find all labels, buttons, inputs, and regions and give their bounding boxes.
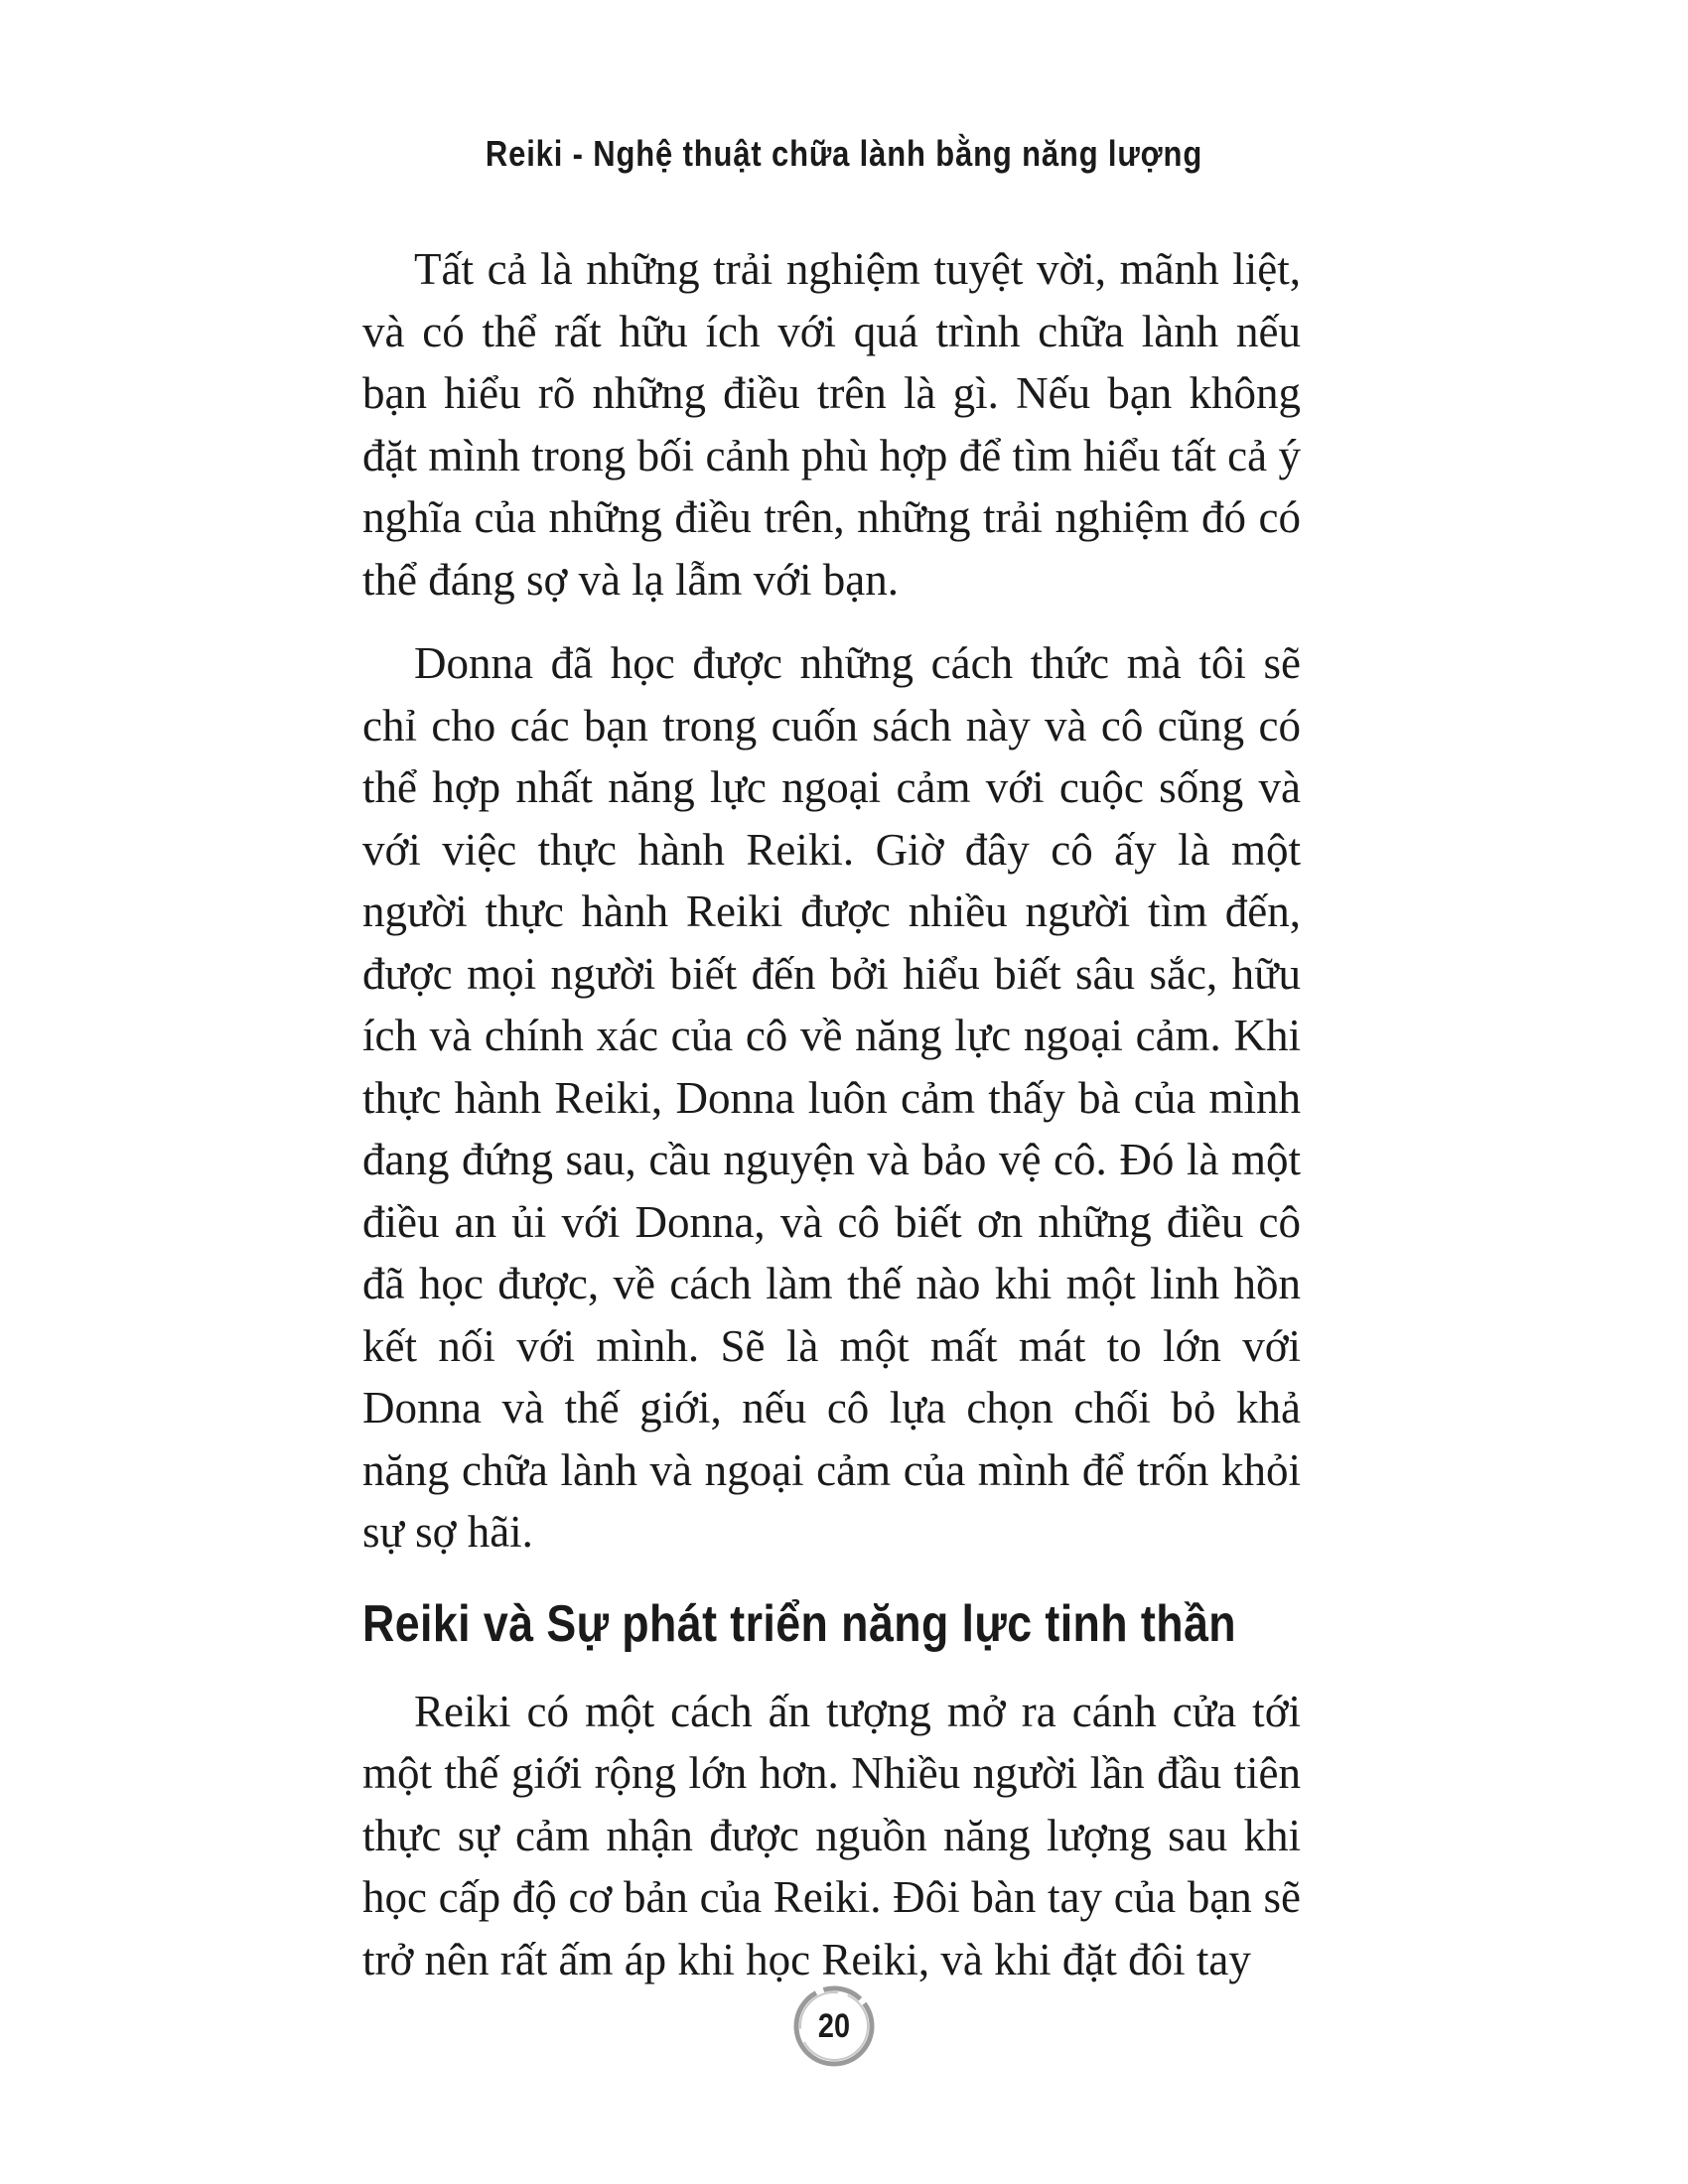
section-heading: Reiki và Sự phát triển năng lực tinh thần — [362, 1594, 1237, 1653]
running-header: Reiki - Nghệ thuật chữa lành bằng năng lượng — [485, 133, 1203, 174]
body-paragraph-1: Tất cả là những trải nghiệm tuyệt vời, mãnh liệt, và có thể rất hữu ích với quá trình chữa lành nếu bạn hiểu rõ những điều trên là gì. Nếu bạn không đặt mình trong bối cảnh phù hợp để tìm hiểu tất cả ý nghĩa của những điều trên, những trải nghiệm đó có thể đáng sợ và lạ lẫm với bạn. — [362, 244, 1301, 605]
page-number: 20 — [817, 2007, 851, 2045]
body-paragraph-3: Reiki có một cách ấn tượng mở ra cánh cửa tới một thế giới rộng lớn hơn. Nhiều người lần đầu tiên thực sự cảm nhận được nguồn năng lượng sau khi học cấp độ cơ bản của Reiki. Đôi bàn tay của bạn sẽ trở nên rất ấm áp khi học Reiki, và khi đặt đôi tay — [362, 1686, 1301, 1984]
page-body — [362, 238, 1301, 1990]
page-number-badge — [790, 1982, 878, 2070]
body-paragraph-2: Donna đã học được những cách thức mà tôi sẽ chỉ cho các bạn trong cuốn sách này và cô cũng có thể hợp nhất năng lực ngoại cảm với cuộc sống và với việc thực hành Reiki. Giờ đây cô ấy là một người thực hành Reiki được nhiều người tìm đến, được mọi người biết đến bởi hiểu biết sâu sắc, hữu ích và chính xác của cô về năng lực ngoại cảm. Khi thực hành Reiki, Donna luôn cảm thấy bà của mình đang đứng sau, cầu nguyện và bảo vệ cô. Đó là một điều an ủi với Donna, và cô biết ơn những điều cô đã học được, về cách làm thế nào khi một linh hồn kết nối với mình. Sẽ là một mất mát to lớn với Donna và thế giới, nếu cô lựa chọn chối bỏ khả năng chữa lành và ngoại cảm của mình để trốn khỏi sự sợ hãi. — [362, 638, 1301, 1557]
